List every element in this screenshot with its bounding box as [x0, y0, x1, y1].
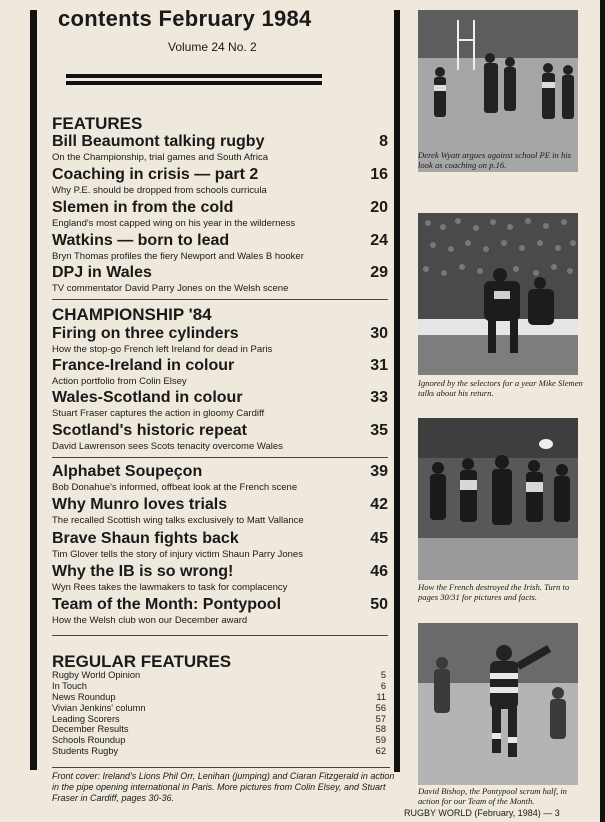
entry-description: Tim Glover tells the story of injury victim Shaun Parry Jones	[52, 549, 303, 560]
entry-description: Why P.E. should be dropped from schools curricula	[52, 185, 267, 196]
regular-item-page: 5	[380, 670, 386, 680]
regular-item-label: News Roundup	[52, 691, 116, 702]
entry-description: On the Championship, trial games and South Africa	[52, 152, 268, 163]
championship-heading: CHAMPIONSHIP '84	[52, 305, 212, 324]
photo-coaching-match	[418, 10, 578, 172]
regular-item-page: 56	[375, 702, 386, 713]
regular-item[interactable]	[52, 670, 388, 681]
volume-number: Volume 24 No. 2	[168, 40, 257, 54]
entry-title: France-Ireland in colour	[52, 357, 235, 374]
regular-item[interactable]	[52, 714, 388, 725]
entry-description: The recalled Scottish wing talks exclusively to Matt Vallance	[52, 515, 304, 526]
photo-caption: Ignored by the selectors for a year Mike Slemen talks about his return.	[418, 378, 583, 398]
photo-slemen-tackle	[418, 213, 578, 375]
section-divider	[52, 457, 388, 458]
regular-item-page: 59	[375, 735, 386, 746]
entry-page: 46	[370, 563, 388, 580]
regular-item-label: Schools Roundup	[52, 735, 126, 746]
front-cover-rule	[52, 767, 390, 768]
title-rule-bottom	[66, 81, 322, 85]
title-rule-top	[66, 74, 322, 78]
regular-item-page: 6	[380, 680, 386, 691]
entry-description: Bob Donahue's informed, offbeat look at the French scene	[52, 482, 298, 493]
entry-page: 45	[370, 530, 388, 547]
entry-title: Firing on three cylinders	[52, 325, 239, 342]
toc-entry[interactable]	[52, 596, 390, 626]
section-divider	[52, 299, 388, 300]
toc-entry[interactable]	[52, 264, 390, 294]
toc-entry[interactable]	[52, 422, 390, 452]
entry-page: 31	[370, 357, 388, 374]
regular-item[interactable]	[52, 724, 388, 735]
entry-description: David Lawrenson sees Scots tenacity overcome Wales	[52, 441, 283, 452]
toc-entry[interactable]	[52, 166, 390, 196]
regular-item-page: 62	[375, 746, 386, 757]
entry-description: How the stop-go French left Ireland for dead in Paris	[52, 344, 273, 355]
photo-france-ireland	[418, 418, 578, 580]
toc-entry[interactable]	[52, 199, 390, 229]
entry-page: 29	[370, 264, 388, 281]
entry-page: 30	[370, 325, 388, 342]
toc-entry[interactable]	[52, 232, 390, 262]
entry-page: 50	[370, 596, 388, 613]
entry-title: Watkins — born to lead	[52, 232, 230, 249]
front-cover-note: Front cover: Ireland's Lions Phil Orr, Lenihan (jumping) and Ciaran Fitzgerald in action in the pipe opening international in Paris. More pictures from Colin Elsey, and Stuart Fraser in Cardiff, pages 30-36.	[52, 771, 395, 803]
entry-description: England's most capped wing on his year in the wilderness	[52, 218, 296, 229]
entry-title: Alphabet Soupeçon	[52, 463, 203, 480]
entry-description: Action portfolio from Colin Elsey	[52, 376, 187, 387]
regular-item-page: 11	[376, 691, 386, 702]
photo-david-bishop	[418, 623, 578, 785]
entry-title: Brave Shaun fights back	[52, 530, 239, 547]
entry-title: Bill Beaumont talking rugby	[52, 133, 265, 150]
page-footer: RUGBY WORLD (February, 1984) — 3	[404, 808, 560, 818]
entry-page: 20	[370, 199, 388, 216]
photo-caption: Derek Wyatt argues against school PE in his look as coaching on p.16.	[418, 150, 571, 170]
toc-entry[interactable]	[52, 496, 390, 526]
regular-item[interactable]	[52, 746, 388, 757]
entry-page: 42	[370, 496, 388, 513]
regular-item-label: Vivian Jenkins' column	[52, 702, 146, 713]
entry-title: Why the IB is so wrong!	[52, 563, 234, 580]
entry-title: Slemen in from the cold	[52, 199, 234, 216]
photo-caption: David Bishop, the Pontypool scrum half, in action for our Team of the Month.	[418, 786, 567, 806]
regular-item-page: 58	[375, 724, 386, 735]
regular-item-label: Rugby World Opinion	[52, 670, 141, 680]
regular-features-heading: REGULAR FEATURES	[52, 652, 232, 671]
toc-entry[interactable]	[52, 563, 390, 593]
features-heading: FEATURES	[52, 114, 143, 133]
photo-caption: How the French destroyed the Irish. Turn to pages 30/31 for pictures and facts.	[418, 582, 570, 602]
column-divider-rule	[394, 10, 400, 772]
regular-item-label: Students Rugby	[52, 746, 119, 757]
toc-entry[interactable]	[52, 389, 390, 419]
entry-page: 8	[379, 133, 388, 150]
entry-title: DPJ in Wales	[52, 264, 152, 281]
regular-item-label: Leading Scorers	[52, 713, 120, 724]
entry-page: 35	[370, 422, 388, 439]
entry-title: Team of the Month: Pontypool	[52, 596, 282, 613]
toc-entry[interactable]	[52, 530, 390, 560]
regular-item-label: In Touch	[52, 680, 87, 691]
entry-description: Wyn Rees takes the lawmakers to task for complacency	[52, 582, 288, 593]
entry-page: 24	[370, 232, 388, 249]
toc-entry[interactable]	[52, 357, 390, 387]
toc-entry[interactable]	[52, 463, 390, 493]
entry-description: Stuart Fraser captures the action in gloomy Cardiff	[52, 408, 265, 419]
regular-item-page: 57	[375, 713, 386, 724]
regular-item[interactable]	[52, 735, 388, 746]
entry-title: Why Munro loves trials	[52, 496, 228, 513]
entry-title: Wales-Scotland in colour	[52, 389, 243, 406]
toc-entry[interactable]	[52, 133, 390, 163]
entry-page: 39	[370, 463, 388, 480]
regular-item[interactable]	[52, 681, 388, 692]
regular-item-label: December Results	[52, 724, 129, 735]
entry-page: 33	[370, 389, 388, 406]
entry-description: How the Welsh club won our December award	[52, 615, 248, 626]
entry-title: Coaching in crisis — part 2	[52, 166, 259, 183]
section-divider	[52, 635, 388, 636]
entry-title: Scotland's historic repeat	[52, 422, 247, 439]
entry-page: 16	[370, 166, 388, 183]
entry-description: Bryn Thomas profiles the fiery Newport and Wales B hooker	[52, 251, 304, 262]
regular-features-list	[52, 670, 388, 757]
left-vertical-rule	[30, 10, 37, 770]
regular-item[interactable]	[52, 703, 388, 714]
page-title: contents February 1984	[58, 6, 312, 31]
toc-entry[interactable]	[52, 325, 390, 355]
regular-item[interactable]	[52, 692, 388, 703]
entry-description: TV commentator David Parry Jones on the Welsh scene	[52, 283, 289, 294]
page-edge-rule	[600, 0, 605, 822]
